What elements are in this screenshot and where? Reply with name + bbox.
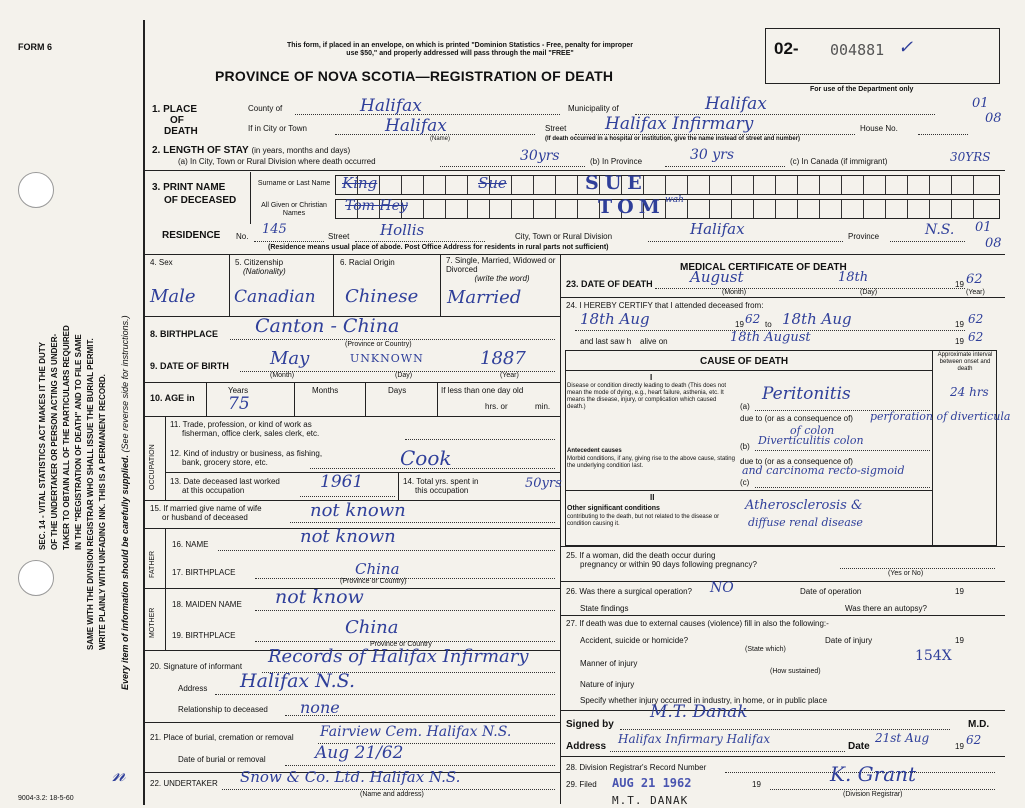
dob-day: UNKNOWN — [350, 352, 424, 365]
cause-b-label: (b) — [740, 442, 750, 451]
q24-from-year: 62 — [745, 312, 761, 326]
medical-title: MEDICAL CERTIFICATE OF DEATH — [680, 262, 847, 273]
citizenship-label: 5. Citizenship (Nationality) — [235, 258, 286, 277]
occupation-side-label: OCCUPATION — [149, 444, 156, 490]
side-instruction-2: OF THE UNDERTAKER OR PERSON ACTING AS UNDER- — [50, 333, 59, 550]
col-rule-3 — [440, 254, 441, 316]
age-col-1 — [206, 382, 207, 416]
residence-street-label: Street — [328, 232, 350, 241]
signed-label: Signed by — [566, 719, 614, 730]
dept-use: For use of the Department only — [810, 86, 914, 93]
q24-from: 18th Aug — [580, 310, 650, 328]
signer-address-line — [610, 751, 845, 752]
registrar-caption: (Division Registrar) — [843, 791, 903, 798]
dob-day-cap: (Day) — [395, 372, 413, 379]
side-note: Every item of information should be carefully supplied. (See reverse side for instructions.) — [120, 315, 130, 690]
surname-struck: King — [342, 174, 378, 192]
q25-top-rule — [560, 546, 1005, 547]
due-to-a: due to (or as a consequence of) — [740, 414, 853, 423]
q26-bottom-rule — [560, 615, 1005, 616]
q23-line — [655, 288, 965, 289]
racial-value: Chinese — [345, 286, 419, 307]
q21-label: 21. Place of burial, cremation or removal — [150, 733, 294, 742]
signed-value: M.T. Danak — [650, 702, 748, 722]
q23-bottom-rule — [560, 297, 1005, 298]
street-label: Street — [545, 124, 567, 133]
house-label: House No. — [860, 124, 898, 133]
relation-label: Relationship to deceased — [178, 705, 268, 714]
print-name-label: 3. PRINT NAME OF DECEASED — [152, 182, 237, 206]
punch-hole-bottom — [18, 560, 54, 596]
county-line — [295, 114, 560, 115]
stay-b-label: (b) In Province — [590, 157, 643, 166]
address-label: Address — [178, 684, 208, 693]
q11-line — [405, 439, 555, 440]
q12-value: Cook — [400, 446, 452, 470]
q24-to-label: to — [765, 320, 772, 329]
signature-bottom-rule — [560, 756, 1005, 757]
q23-month-cap: (Month) — [722, 289, 747, 296]
q18-label: 18. MAIDEN NAME — [172, 600, 242, 609]
birthplace-caption: (Province or Country) — [345, 341, 412, 348]
burial-date-label: Date of burial or removal — [178, 755, 266, 764]
surname-label: Surname or Last Name — [257, 180, 331, 187]
residence-city-line — [648, 241, 843, 242]
direct-label: Disease or condition directly leading to death (This does not mean the mode of dying, e.g., heart failure, asthenia, etc. It means the disease, injury, or complication which caused death.) — [567, 383, 727, 410]
signer-address: Halifax Infirmary Halifax — [618, 732, 771, 746]
q21-value: Fairview Cem. Halifax N.S. — [320, 724, 512, 740]
nature-label: Nature of injury — [580, 680, 635, 689]
stay-a-label: (a) In City, Town or Rural Division where death occurred — [178, 157, 376, 166]
signer-date-year: 62 — [966, 733, 982, 747]
q14-value: 50yrs — [525, 476, 562, 491]
signer-date-label: Date — [848, 741, 870, 752]
q25-line — [840, 568, 995, 569]
typed-signer-name: M.T. DANAK — [612, 794, 689, 807]
q16-line — [218, 550, 555, 551]
interval-head: Approximate interval between onset and death — [937, 352, 993, 372]
sex-label: 4. Sex — [150, 258, 173, 267]
q16-label: 16. NAME — [172, 540, 209, 549]
stay-b-value: 30 yrs — [690, 147, 735, 163]
side-instruction-3: TAKER TO OBTAIN ALL OF THE PARTICULARS REQUIRED — [62, 325, 71, 550]
months-label: Months — [312, 386, 339, 395]
q24-19c: 19 — [955, 337, 964, 346]
q22-value: Snow & Co. Ltd. Halifax N.S. — [240, 768, 461, 786]
hospital-note: (If death occurred in a hospital or institution, give the name instead of street and number) — [545, 136, 801, 142]
marital-label: 7. Single, Married, Widowed or Divorced (write the word) — [446, 256, 556, 284]
q13-value: 1961 — [320, 472, 364, 492]
relation-value: none — [300, 698, 340, 717]
cause-title-rule — [565, 370, 932, 371]
injury-date-19: 19 — [955, 636, 964, 645]
state-which: (State which) — [745, 646, 786, 653]
cause-title: CAUSE OF DEATH — [700, 356, 789, 367]
q29-label: 29. Filed — [566, 780, 597, 789]
dob-label: 9. DATE OF BIRTH — [150, 361, 229, 371]
due-to-b: due to (or as a consequence of) — [740, 457, 853, 466]
col-rule-1 — [229, 254, 230, 316]
residence-province: N.S. — [925, 222, 955, 238]
mother-side-label: MOTHER — [149, 607, 156, 638]
q23-day-cap: (Day) — [860, 289, 878, 296]
cause-b-value-1: perforation of diverticula — [870, 410, 1011, 423]
name-divider — [250, 172, 251, 224]
father-side-label: FATHER — [149, 550, 156, 578]
accident-label: Accident, suicide or homicide? — [580, 636, 689, 645]
given-extra: wah — [665, 195, 684, 205]
q24-lastsaw-year: 62 — [968, 330, 984, 344]
q25-yesno: (Yes or No) — [888, 570, 924, 577]
q20-value: Records of Halifax Infirmary — [268, 646, 529, 667]
q24-to: 18th Aug — [782, 310, 852, 328]
given-label: All Given or Christian Names — [261, 202, 327, 218]
q13-label: 13. Date deceased last worked at this occupation — [170, 477, 280, 496]
residence-province-label: Province — [848, 232, 880, 241]
signer-date-19: 19 — [955, 742, 964, 751]
days-label: Days — [388, 386, 407, 395]
q15-value: not known — [310, 500, 406, 521]
q16-value: not known — [300, 526, 396, 547]
q24-lastsaw-label: and last saw h alive on — [580, 337, 668, 346]
given-struck: Tom Hey — [345, 198, 408, 214]
age-bottom-rule — [143, 416, 560, 417]
municipality-value: Halifax — [705, 94, 767, 114]
place-code-1: 01 — [972, 96, 989, 111]
residence-label: RESIDENCE — [162, 230, 221, 241]
how-sustained: (How sustained) — [770, 668, 821, 675]
other-sub: contributing to the death, but not related to the disease or condition causing it. — [567, 514, 720, 527]
q17-caption: (Province or Country) — [340, 578, 407, 585]
antecedent-sub: Morbid conditions, if any, giving rise to the above cause, stating the underlying condition last. — [567, 456, 735, 469]
part-i: I — [650, 373, 653, 382]
residence-no-line — [254, 241, 324, 242]
occupation-side-rule — [165, 416, 166, 500]
age-col-2 — [294, 382, 295, 416]
side-instruction-5: SAME WITH THE DIVISION REGISTRAR WHO SHALL ISSUE THE BURIAL PERMIT. — [86, 338, 95, 650]
md-label: M.D. — [968, 719, 990, 730]
cause-ii-rule — [565, 490, 932, 491]
q24-19b: 19 — [955, 320, 964, 329]
citizenship-value: Canadian — [234, 287, 316, 307]
residence-code-1: 01 — [975, 220, 992, 235]
sex-value: Male — [150, 286, 196, 307]
q24-19a: 19 — [735, 320, 744, 329]
cause-b-value-3: Diverticulitis colon — [758, 434, 864, 447]
q23-label: 23. DATE OF DEATH — [566, 279, 653, 289]
q19-caption: Province or Country — [370, 641, 432, 648]
q23-year-cap: (Year) — [966, 289, 985, 296]
op-date-label: Date of operation — [800, 587, 862, 596]
birthplace-value: Canton - China — [255, 315, 400, 337]
reg-number: 004881 — [830, 41, 885, 59]
q14-label: 14. Total yrs. spent in this occupation — [403, 477, 479, 496]
findings-label: State findings — [580, 604, 629, 613]
residence-no-label: No. — [236, 232, 249, 241]
injury-date-label: Date of injury — [825, 636, 873, 645]
stay-a-value: 30yrs — [520, 148, 560, 164]
residence-street-line — [355, 241, 485, 242]
registrar-line — [770, 789, 995, 790]
side-instruction-4: IN THE "REGISTRATION OF DEATH" AND TO FILE SAME — [74, 334, 83, 550]
surname-grid — [335, 175, 1000, 195]
other-label: Other significant conditions — [567, 505, 660, 512]
q29-19: 19 — [752, 780, 761, 789]
cause-a-label: (a) — [740, 402, 750, 411]
side-instruction-1: SEC. 14 - VITAL STATISTICS ACT MAKES IT THE DUTY — [38, 341, 47, 550]
county-value: Halifax — [360, 96, 422, 116]
marital-value: Married — [447, 287, 522, 308]
antecedent-label: Antecedent causes — [567, 448, 622, 454]
mail-notice: This form, if placed in an envelope, on which is printed "Dominion Statistics - Free, penalty for improper use $50," and properly addressed will pass through the mail "FREE" — [287, 42, 633, 58]
signer-date: 21st Aug — [875, 731, 930, 745]
q23-month: August — [690, 268, 744, 286]
middle-column-rule — [560, 254, 561, 804]
q23-year: 62 — [966, 272, 983, 287]
q13-line — [300, 496, 395, 497]
reg-prefix: 02- — [774, 39, 799, 58]
q24-label: 24. I HEREBY CERTIFY that I attended deceased from: — [566, 301, 764, 310]
burial-date-line — [285, 765, 555, 766]
autopsy-label: Was there an autopsy? — [845, 604, 927, 613]
years-label: Years — [228, 386, 249, 395]
q23-year-prefix: 19 — [955, 280, 964, 289]
form-number: FORM 6 — [18, 42, 53, 52]
birthplace-label: 8. BIRTHPLACE — [150, 329, 219, 339]
manner-code: 154X — [915, 648, 952, 664]
cause-b-line — [755, 450, 930, 451]
residence-note: (Residence means usual place of abode. Post Office Address for residents in rural parts not sufficient) — [268, 244, 609, 251]
stay-c-value: 30YRS — [950, 150, 991, 164]
q22-line — [222, 789, 555, 790]
dob-year: 1887 — [480, 348, 526, 369]
q19-label: 19. BIRTHPLACE — [172, 631, 236, 640]
registration-box — [765, 28, 1000, 84]
name-caption: (Name) — [430, 136, 451, 142]
q18-value: not know — [275, 586, 364, 608]
street-value: Halifax Infirmary — [605, 114, 754, 134]
filed-stamp: AUG 21 1962 — [612, 776, 692, 790]
stay-b-line — [665, 166, 785, 167]
op-date-19: 19 — [955, 587, 964, 596]
q24-lastsaw-value: 18th August — [730, 330, 811, 345]
other-value-1: Atherosclerosis & — [745, 498, 863, 513]
place-label: 1. PLACE OF DEATH — [152, 104, 198, 137]
min-label: min. — [535, 402, 551, 411]
q27-bottom-rule — [560, 710, 1005, 711]
surname-struck-2: Sue — [478, 174, 507, 192]
burial-date-value: Aug 21/62 — [315, 743, 404, 763]
residence-city-label: City, Town or Rural Division — [515, 232, 613, 241]
city-value: Halifax — [385, 116, 447, 136]
stay-label: 2. LENGTH OF STAY (in years, months and days) — [152, 145, 351, 156]
print-code: 9004-3.2: 18-5-60 — [18, 795, 74, 802]
registrar-signature: K. Grant — [830, 762, 917, 786]
q23-day: 18th — [838, 270, 869, 285]
q26-label: 26. Was there a surgical operation? — [566, 587, 692, 596]
q24-to-year: 62 — [968, 312, 984, 326]
signed-line — [620, 729, 950, 730]
q22-caption: (Name and address) — [360, 791, 424, 798]
address-value: Halifax N.S. — [240, 670, 355, 692]
cause-b-value-2: of colon — [790, 424, 835, 437]
q15-line — [290, 522, 555, 523]
informant-bottom-rule — [143, 722, 560, 723]
q12-label: 12. Kind of industry or business, as fishing, bank, grocery store, etc. — [170, 449, 323, 468]
age-col-3 — [365, 382, 366, 416]
dob-month: May — [270, 348, 310, 369]
house-line — [918, 134, 968, 135]
other-value-2: diffuse renal disease — [748, 516, 863, 529]
dob-year-cap: (Year) — [500, 372, 519, 379]
age-col-4 — [437, 382, 438, 416]
manner-label: Manner of injury — [580, 659, 638, 668]
street-line — [575, 134, 855, 135]
residence-province-line — [890, 241, 965, 242]
check-mark-icon: ✓ — [898, 37, 914, 58]
stay-a-line — [440, 166, 585, 167]
interval-col-rule — [932, 350, 933, 546]
father-side-rule — [165, 528, 166, 588]
q13-divider — [398, 472, 399, 500]
q17-label: 17. BIRTHPLACE — [172, 568, 236, 577]
q18-line — [255, 610, 555, 611]
q17-value: China — [355, 560, 400, 578]
side-instruction-6: WRITE PLAINLY WITH UNFADING INK. THIS IS A PERMANENT RECORD. — [98, 374, 107, 650]
address-line — [215, 694, 555, 695]
q15-label: 15. If married give name of wife or husband of deceased — [150, 504, 262, 523]
cause-c-line — [755, 487, 930, 488]
surname-value: SUE — [585, 172, 648, 194]
left-margin-rule — [143, 20, 145, 805]
cause-c-label: (c) — [740, 478, 750, 487]
q28-label: 28. Division Registrar's Record Number — [566, 763, 707, 772]
dob-month-cap: (Month) — [270, 372, 295, 379]
q25-bottom-rule — [560, 581, 1005, 582]
q25-label: 25. If a woman, did the death occur during pregnancy or within 90 days following pregnancy? — [566, 551, 757, 570]
signer-address-label: Address — [566, 741, 607, 752]
q22-label: 22. UNDERTAKER — [150, 779, 218, 788]
residence-street: Hollis — [380, 221, 425, 239]
less-day-label: If less than one day old — [441, 386, 524, 395]
cause-c-value: and carcinoma recto-sigmoid — [742, 464, 905, 477]
q19-value: China — [345, 617, 399, 638]
cause-a-interval: 24 hrs — [950, 385, 989, 399]
racial-label: 6. Racial Origin — [340, 258, 395, 267]
birthplace-line — [230, 339, 555, 340]
col-rule-2 — [333, 254, 334, 316]
part-ii: II — [650, 493, 655, 502]
stay-c-label: (c) In Canada (if immigrant) — [790, 157, 888, 166]
residence-city: Halifax — [690, 220, 745, 238]
punch-hole-top — [18, 172, 54, 208]
specify-label: Specify whether injury occurred in industry, in home, or in public place — [580, 696, 828, 705]
residence-code-2: 08 — [985, 236, 1002, 251]
residence-no: 145 — [262, 222, 287, 237]
age-label: 10. AGE in — [150, 393, 195, 403]
given-value: TOM — [598, 196, 665, 218]
q26-value: NO — [710, 580, 734, 596]
hrs-label: hrs. or — [485, 402, 508, 411]
cause-a-value: Peritonitis — [762, 384, 851, 404]
age-years: 75 — [228, 394, 250, 414]
mother-side-rule — [165, 588, 166, 650]
place-code-2: 08 — [985, 111, 1002, 126]
q11-label: 11. Trade, profession, or kind of work as fisherman, office clerk, sales clerk, etc. — [170, 420, 320, 439]
municipality-label: Municipality of — [568, 104, 619, 113]
name-section-top — [143, 170, 1005, 171]
personal-top-rule — [143, 254, 1005, 255]
form-title: PROVINCE OF NOVA SCOTIA—REGISTRATION OF DEATH — [215, 68, 614, 84]
county-label: County of — [248, 104, 283, 113]
pen-mark-icon: 𝓃 — [112, 762, 126, 787]
q27-label: 27. If death was due to external causes (violence) fill in also the following:- — [566, 619, 829, 628]
q20-label: 20. Signature of informant — [150, 662, 243, 671]
city-label: If in City or Town — [248, 124, 307, 133]
